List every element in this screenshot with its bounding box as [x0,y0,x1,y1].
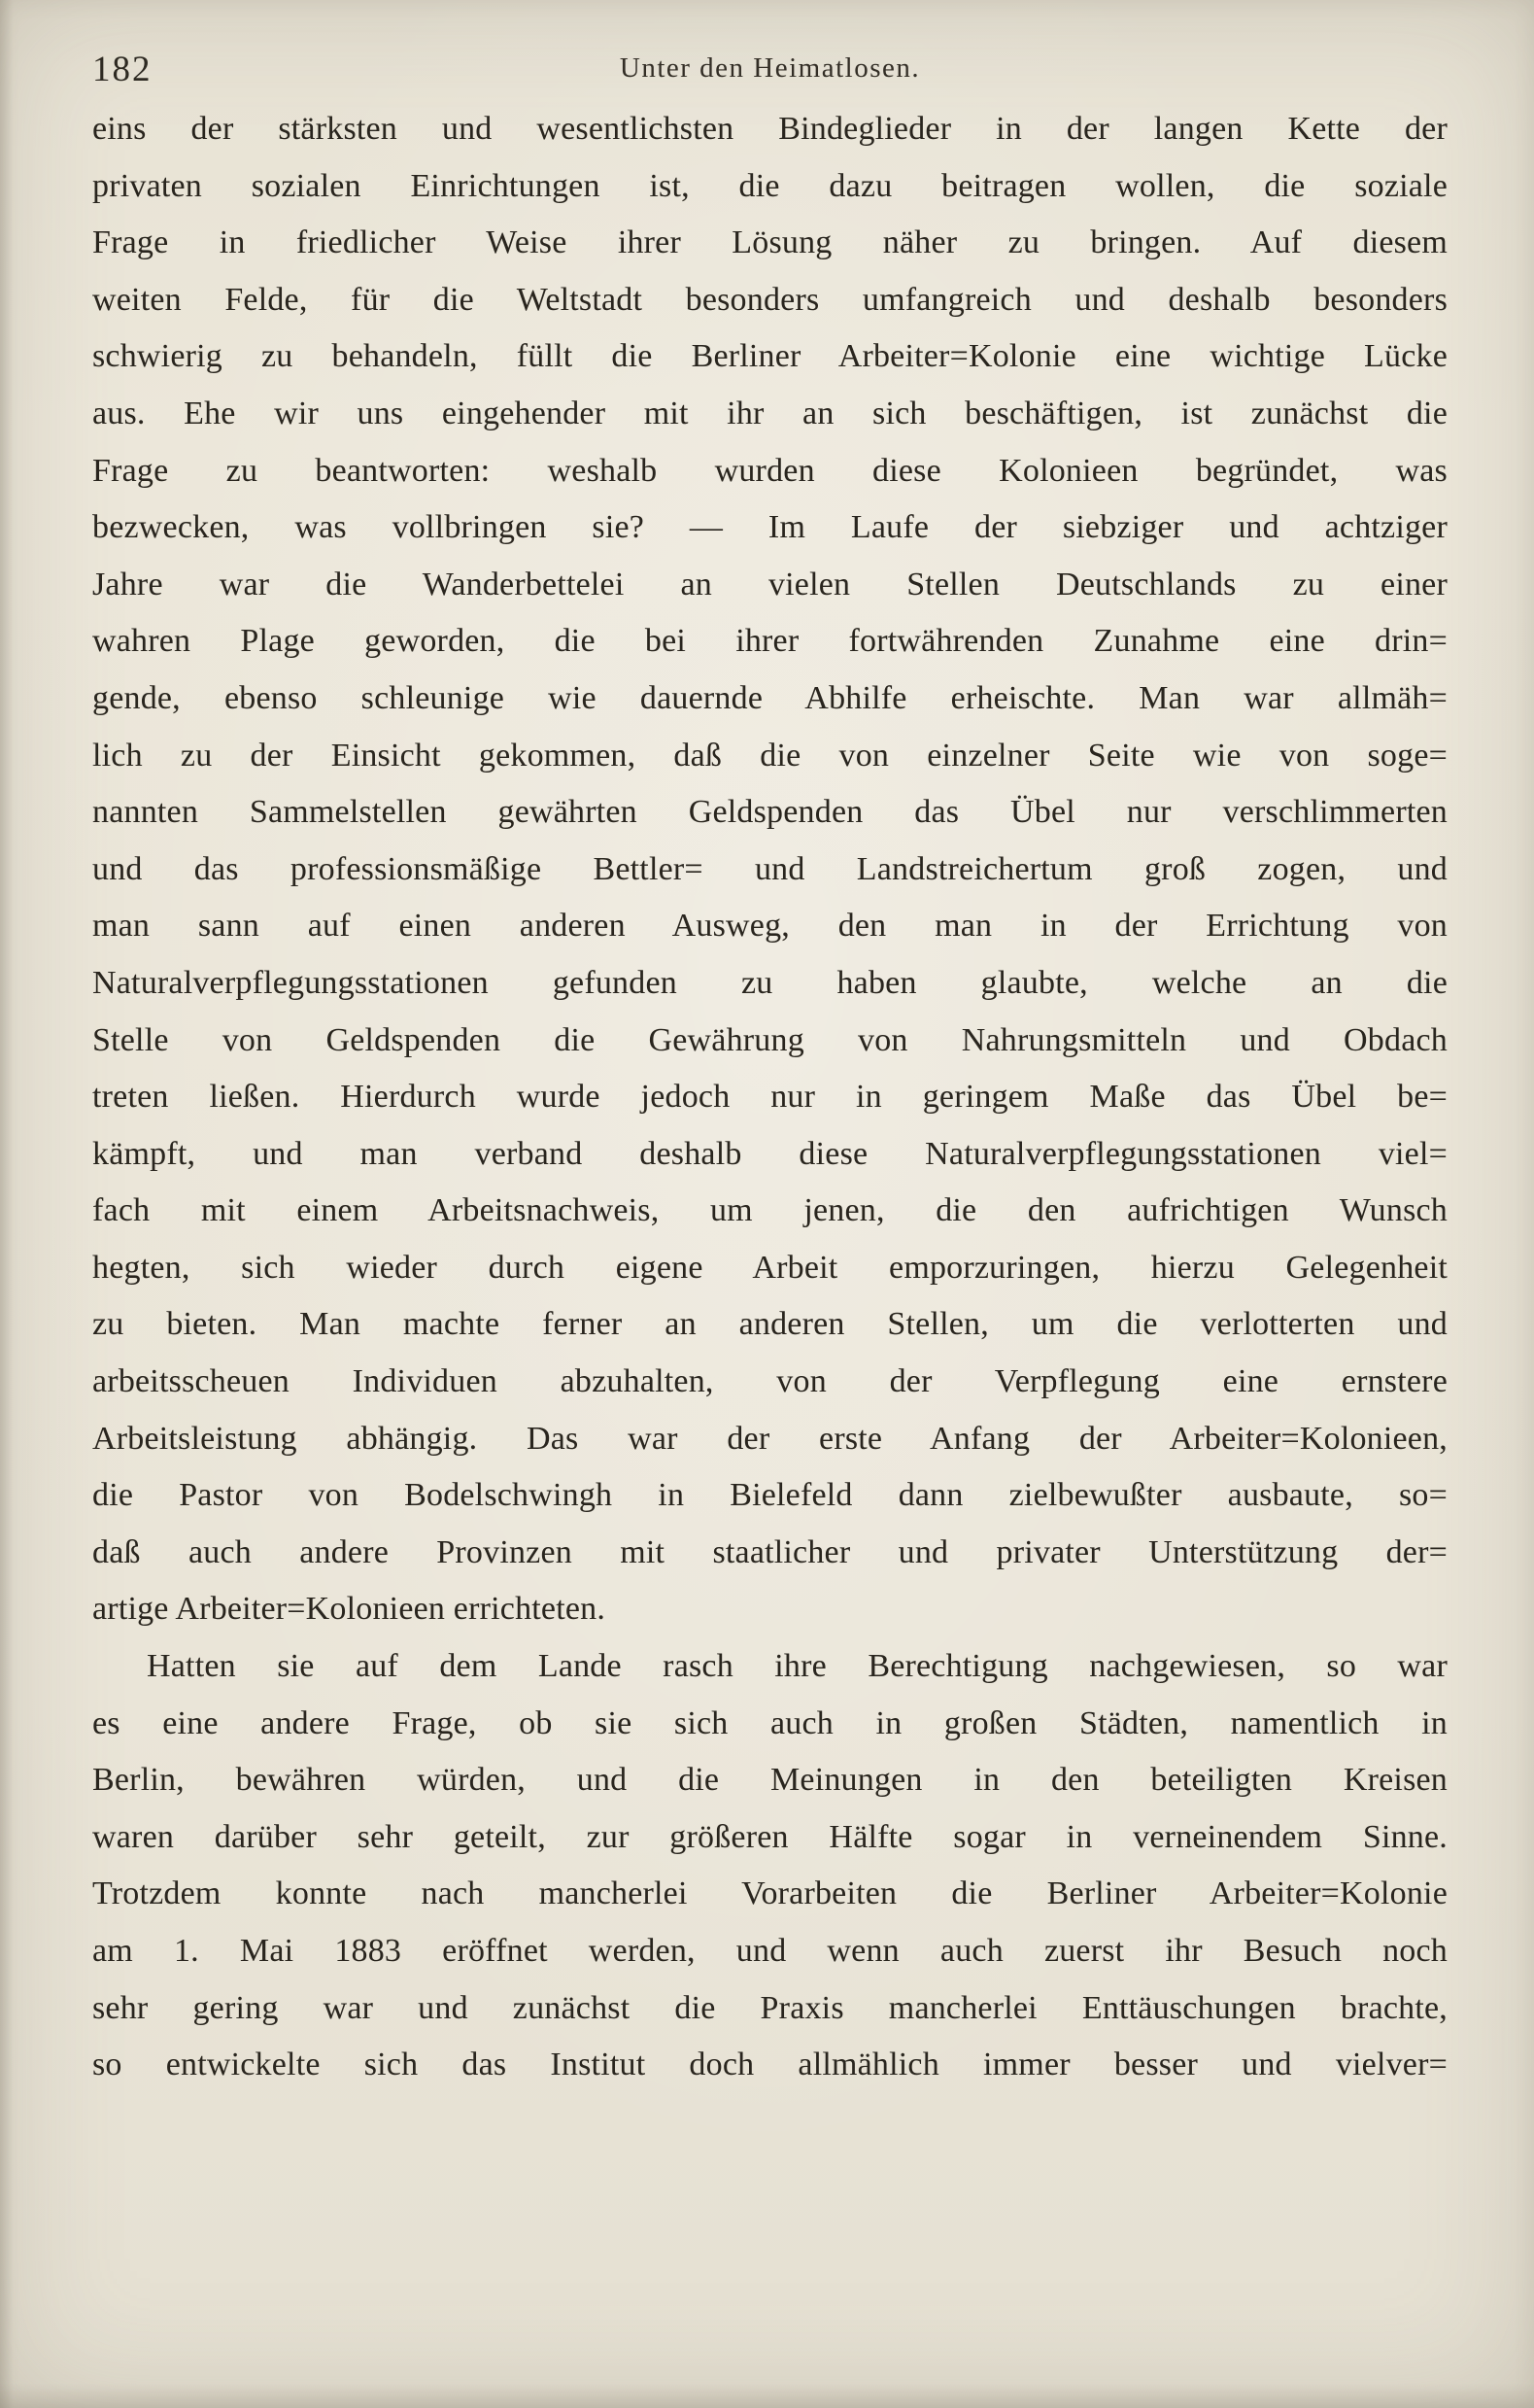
text-line: wahren Plage geworden, die bei ihrer fortwährenden Zunahme eine drin= [92,623,1448,660]
text-line: aus. Ehe wir uns eingehender mit ihr an sich beschäftigen, ist zunächst die [92,395,1448,431]
text-line: schwierig zu behandeln, füllt die Berliner Arbeiter=Kolonie eine wichtige Lücke [92,338,1448,375]
text-line: am 1. Mai 1883 eröffnet werden, und wenn auch zuerst ihr Besuch noch [92,1933,1448,1969]
text-line: daß auch andere Provinzen mit staatlicher und privater Unterstützung der= [92,1533,1448,1570]
text-line: lich zu der Einsicht gekommen, daß die von einzelner Seite wie von soge= [92,737,1448,774]
text-line: zu bieten. Man machte ferner an anderen Stellen, um die verlotterten und [92,1306,1448,1343]
text-line: sehr gering war und zunächst die Praxis mancherlei Enttäuschungen brachte, [92,1989,1448,2026]
text-line: Frage zu beantworten: weshalb wurden diese Kolonieen begründet, was [92,452,1448,489]
text-line: artige Arbeiter=Kolonieen errichteten. [92,1591,606,1628]
text-line: treten ließen. Hierdurch wurde jedoch nur in geringem Maße das Übel be= [92,1079,1448,1116]
text-line: Frage in friedlicher Weise ihrer Lösung näher zu bringen. Auf diesem [92,224,1448,261]
text-line: arbeitsscheuen Individuen abzuhalten, von der Verpflegung eine ernstere [92,1363,1448,1400]
text-line: weiten Felde, für die Weltstadt besonders umfangreich und deshalb besonders [92,281,1448,318]
running-head: Unter den Heimatlosen. [619,52,921,84]
text-line: hegten, sich wieder durch eigene Arbeit emporzuringen, hierzu Gelegenheit [92,1249,1448,1286]
page-header [92,45,1448,93]
text-line: Arbeitsleistung abhängig. Das war der erste Anfang der Arbeiter=Kolonieen, [92,1420,1448,1457]
text-line: es eine andere Frage, ob sie sich auch in großen Städten, namentlich in [92,1704,1448,1741]
text-line: kämpft, und man verband deshalb diese Naturalverpflegungsstationen viel= [92,1135,1448,1172]
text-line: gende, ebenso schleunige wie dauernde Abhilfe erheischte. Man war allmäh= [92,679,1448,716]
text-line: nannten Sammelstellen gewährten Geldspenden das Übel nur verschlimmerten [92,794,1448,831]
text-line: die Pastor von Bodelschwingh in Bielefeld dann zielbewußter ausbaute, so= [92,1477,1448,1514]
text-line: Naturalverpflegungsstationen gefunden zu haben glaubte, welche an die [92,964,1448,1001]
text-line: waren darüber sehr geteilt, zur größeren Hälfte sogar in verneinendem Sinne. [92,1818,1448,1855]
text-line: Hatten sie auf dem Lande rasch ihre Berechtigung nachgewiesen, so war [147,1648,1448,1685]
text-line: fach mit einem Arbeitsnachweis, um jenen, die den aufrichtigen Wunsch [92,1192,1448,1229]
text-line: Trotzdem konnte nach mancherlei Vorarbeiten die Berliner Arbeiter=Kolonie [92,1875,1448,1912]
text-line: bezwecken, was vollbringen sie? — Im Laufe der siebziger und achtziger [92,509,1448,546]
text-block [92,101,1448,2094]
text-line: Stelle von Geldspenden die Gewährung von Nahrungsmitteln und Obdach [92,1021,1448,1058]
page-number: 182 [92,50,153,89]
text-line: privaten sozialen Einrichtungen ist, die dazu beitragen wollen, die soziale [92,167,1448,204]
text-line: eins der stärksten und wesentlichsten Bindeglieder in der langen Kette der [92,111,1448,147]
text-line: so entwickelte sich das Institut doch allmählich immer besser und vielver= [92,2047,1448,2083]
text-line: Berlin, bewähren würden, und die Meinungen in den beteiligten Kreisen [92,1762,1448,1799]
text-line: und das professionsmäßige Bettler= und Landstreichertum groß zogen, und [92,850,1448,887]
text-line: Jahre war die Wanderbettelei an vielen Stellen Deutschlands zu einer [92,566,1448,602]
text-line: man sann auf einen anderen Ausweg, den man in der Errichtung von [92,908,1448,945]
